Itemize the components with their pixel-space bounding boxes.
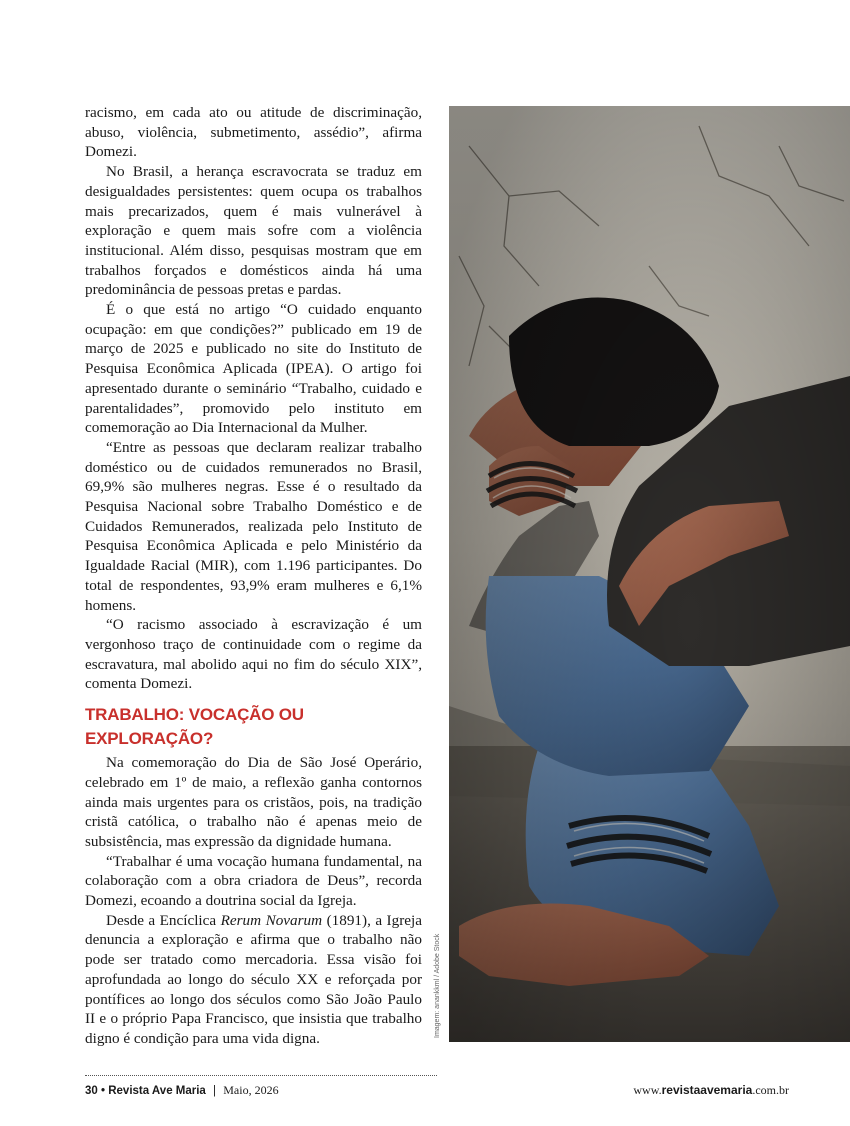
paragraph: Desde a Encíclica Rerum Novarum (1891), a Igreja denuncia a exploração e afirma que o trabalho não pode ser tratado como mercadoria. Essa visão foi aprofundada ao longo do século XX e reforçada por pontífices ao longo dos séculos como São João Paulo II e o próprio Papa Francisco, que insistia que trabalho digno é condição para uma vida digna.: [85, 911, 422, 1047]
paragraph: É o que está no artigo “O cuidado enquanto ocupação: em que condições?” publicado em 19 de março de 2025 e publicado no site do Instituto de Pesquisa Econômica Aplicada (IPEA). O artigo foi apresentado durante o seminário “Trabalho, cuidado e parentalidades”, promovido pelo instituto em comemoração ao Dia Internacional da Mulher.: [85, 301, 422, 437]
paragraph: “O racismo associado à escravização é um vergonhoso traço de continuidade com o regime da escravatura, mal abolido aqui no fim do século XIX”, comenta Domezi.: [85, 616, 422, 693]
website-link[interactable]: www.revistaavemaria.com.br: [633, 1083, 789, 1097]
issue-date: Maio, 2026: [223, 1083, 279, 1097]
article-column: [85, 103, 422, 1049]
bullet: •: [101, 1085, 106, 1097]
paragraph: “Entre as pessoas que declaram realizar trabalho doméstico ou de cuidados remunerados no Brasil, 69,9% são mulheres negras. Esse é o resultado da Pesquisa Nacional sobre Trabalho Doméstico e de Cuidados Remunerados, realizada pelo Instituto de Pesquisa Econômica Aplicada e pelo Ministério da Igualdade Racial (MIR), com 1.196 participantes. Do total de respondentes, 93,9% eram mulheres e 6,1% homens.: [85, 438, 422, 614]
paragraph: Na comemoração do Dia de São José Operário, celebrado em 1º de maio, a reflexão ganha contornos ainda mais urgentes para os cristãos, pois, na tradição cristã católica, o trabalho não é apenas meio de subsistência, mas expressão da dignidade humana.: [85, 754, 422, 850]
page-number: 30: [85, 1085, 98, 1097]
paragraph: “Trabalhar é uma vocação humana fundamental, na colaboração com a obra criadora de Deus”, recorda Domezi, ecoando a doutrina social da Igreja.: [85, 852, 422, 910]
article-photo: [449, 106, 850, 1042]
separator: |: [213, 1085, 217, 1097]
magazine-name: Revista Ave Maria: [108, 1085, 206, 1097]
photo-credit: Imagem: anankkml / Adobe Stock: [434, 933, 441, 1038]
encyclical-title: Rerum Novarum: [220, 911, 323, 929]
footer-folio: [85, 1083, 279, 1098]
paragraph: No Brasil, a herança escravocrata se traduz em desigualdades persistentes: quem ocupa os trabalhos mais precarizados, quem é mais vulnerável à exploração e quem mais sofre com a violência institucional. Além disso, pesquisas mostram que em trabalhos forçados e domésticos ainda há uma predominância de pessoas pretas e pardas.: [85, 163, 422, 299]
paragraph: racismo, em cada ato ou atitude de discriminação, abuso, violência, submetimento, assédio”, afirma Domezi.: [85, 104, 422, 161]
section-heading: TRABALHO: VOCAÇÃO OU EXPLORAÇÃO?: [85, 705, 304, 749]
footer-divider: [85, 1075, 437, 1076]
photo-illustration: [449, 106, 850, 1042]
